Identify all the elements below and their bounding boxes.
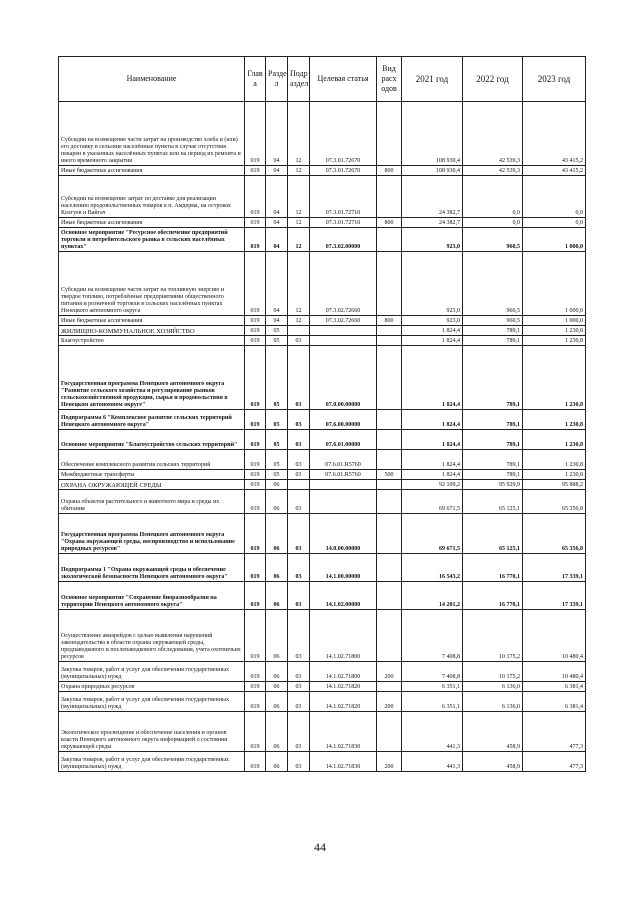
row-value-2023: 1 000,0 <box>523 316 586 326</box>
row-value-2021: 108 930,4 <box>402 166 463 176</box>
row-name: Закупка товаров, работ и услуг для обеспечения государственных (муниципальных) нужд <box>59 662 245 682</box>
budget-table-container <box>58 56 585 772</box>
row-expense-type <box>377 480 402 490</box>
row-glava: 019 <box>245 430 266 450</box>
header-glava: Глав а <box>245 57 266 102</box>
header-podrazdel: Подр аздел <box>288 57 310 102</box>
row-podrazdel: 12 <box>288 102 310 166</box>
row-value-2022: 95 929,9 <box>463 480 523 490</box>
row-podrazdel: 03 <box>288 410 310 430</box>
row-name: ОХРАНА ОКРУЖАЮЩЕЙ СРЕДЫ <box>59 480 245 490</box>
row-glava: 019 <box>245 490 266 514</box>
row-value-2023: 65 356,8 <box>523 514 586 554</box>
row-glava: 019 <box>245 470 266 480</box>
row-podrazdel: 12 <box>288 166 310 176</box>
row-value-2021: 1 824,4 <box>402 410 463 430</box>
row-value-2022: 789,1 <box>463 450 523 470</box>
row-value-2023: 1 230,8 <box>523 430 586 450</box>
row-value-2021: 1 824,4 <box>402 346 463 410</box>
row-glava: 019 <box>245 346 266 410</box>
row-value-2023: 477,3 <box>523 712 586 752</box>
row-razdel: 06 <box>266 682 288 692</box>
table-row <box>59 336 586 346</box>
row-expense-type <box>377 228 402 252</box>
row-glava: 019 <box>245 582 266 610</box>
row-target-article: 07.6.01.R5760 <box>310 450 377 470</box>
row-value-2021: 923,0 <box>402 252 463 316</box>
row-podrazdel: 03 <box>288 554 310 582</box>
row-name: Иные бюджетные ассигнования <box>59 316 245 326</box>
row-podrazdel: 03 <box>288 470 310 480</box>
row-name: Экологическое просвещение и обеспечение населения и органов власти Ненецкого автономного округа информацией о состоянии окружающей среды <box>59 712 245 752</box>
row-podrazdel: 03 <box>288 692 310 712</box>
row-expense-type <box>377 410 402 430</box>
row-value-2022: 0,0 <box>463 218 523 228</box>
row-target-article: 07.3.02.72660 <box>310 252 377 316</box>
row-value-2023: 0,0 <box>523 218 586 228</box>
row-value-2021: 923,0 <box>402 316 463 326</box>
row-value-2023: 43 415,2 <box>523 166 586 176</box>
row-target-article: 14.1.02.71830 <box>310 712 377 752</box>
row-razdel: 05 <box>266 410 288 430</box>
table-row <box>59 252 586 316</box>
row-name: Охрана природных ресурсов <box>59 682 245 692</box>
table-row <box>59 430 586 450</box>
row-razdel: 04 <box>266 218 288 228</box>
row-glava: 019 <box>245 326 266 336</box>
row-name: Подпрограмма 6 "Комплексное развитие сельских территорий Ненецкого автономного округа" <box>59 410 245 430</box>
row-podrazdel <box>288 326 310 336</box>
row-glava: 019 <box>245 682 266 692</box>
table-row <box>59 218 586 228</box>
row-value-2022: 960,5 <box>463 316 523 326</box>
row-glava: 019 <box>245 554 266 582</box>
row-value-2022: 789,1 <box>463 336 523 346</box>
row-expense-type <box>377 610 402 662</box>
row-target-article: 07.6.00.00000 <box>310 410 377 430</box>
row-podrazdel: 03 <box>288 752 310 772</box>
row-value-2021: 92 109,2 <box>402 480 463 490</box>
row-name: Государственная программа Ненецкого автономного округа "Охрана окружающей среды, воспроизводство и использование природных ресурсов" <box>59 514 245 554</box>
row-target-article: 14.1.02.71800 <box>310 662 377 682</box>
row-value-2021: 69 671,5 <box>402 490 463 514</box>
row-name: Обеспечение комплексного развития сельских территорий <box>59 450 245 470</box>
row-podrazdel: 03 <box>288 346 310 410</box>
table-row <box>59 490 586 514</box>
row-expense-type: 800 <box>377 218 402 228</box>
row-value-2023: 17 339,1 <box>523 554 586 582</box>
header-2022: 2022 год <box>463 57 523 102</box>
row-razdel: 06 <box>266 692 288 712</box>
row-podrazdel: 12 <box>288 218 310 228</box>
table-row <box>59 470 586 480</box>
row-podrazdel: 03 <box>288 682 310 692</box>
row-value-2022: 458,9 <box>463 712 523 752</box>
row-razdel: 06 <box>266 582 288 610</box>
row-expense-type <box>377 554 402 582</box>
row-glava: 019 <box>245 610 266 662</box>
row-target-article: 07.3.01.72670 <box>310 166 377 176</box>
row-razdel: 04 <box>266 166 288 176</box>
row-value-2021: 7 408,8 <box>402 662 463 682</box>
row-expense-type: 800 <box>377 166 402 176</box>
row-podrazdel: 03 <box>288 514 310 554</box>
row-glava: 019 <box>245 410 266 430</box>
row-value-2022: 42 539,3 <box>463 166 523 176</box>
row-target-article: 07.3.02.00000 <box>310 228 377 252</box>
row-name: Основное мероприятие "Сохранение биоразнообразия на территории Ненецкого автономного округа" <box>59 582 245 610</box>
row-expense-type <box>377 102 402 166</box>
table-row <box>59 346 586 410</box>
row-value-2023: 95 888,2 <box>523 480 586 490</box>
budget-table <box>58 56 586 772</box>
row-podrazdel: 03 <box>288 430 310 450</box>
table-row <box>59 316 586 326</box>
row-razdel: 04 <box>266 316 288 326</box>
row-expense-type <box>377 176 402 218</box>
row-expense-type <box>377 682 402 692</box>
row-target-article <box>310 336 377 346</box>
row-value-2022: 10 175,2 <box>463 662 523 682</box>
row-value-2021: 16 543,2 <box>402 554 463 582</box>
row-value-2022: 10 175,2 <box>463 610 523 662</box>
row-expense-type <box>377 336 402 346</box>
table-row <box>59 410 586 430</box>
row-name: Иные бюджетные ассигнования <box>59 166 245 176</box>
row-razdel: 05 <box>266 450 288 470</box>
row-razdel: 05 <box>266 326 288 336</box>
row-razdel: 06 <box>266 610 288 662</box>
header-2023: 2023 год <box>523 57 586 102</box>
header-expense-type: Вид расх одов <box>377 57 402 102</box>
row-value-2022: 789,1 <box>463 470 523 480</box>
row-name: Государственная программа Ненецкого автономного округа "Развитие сельского хозяйства и регулирование рынков сельскохозяйственной продукции, сырья и продовольствия в Ненецком автономном округе" <box>59 346 245 410</box>
row-razdel: 06 <box>266 752 288 772</box>
table-row <box>59 712 586 752</box>
row-value-2022: 16 770,1 <box>463 582 523 610</box>
row-value-2021: 1 824,4 <box>402 430 463 450</box>
table-row <box>59 480 586 490</box>
row-value-2021: 1 824,4 <box>402 326 463 336</box>
row-name: Субсидии на возмещение части затрат на производство хлеба и (или) его доставку в сельские населённые пункты в случае отсутствия пекарен в указанных населённых пунктах или на период их ремонта и иного временного закрытия <box>59 102 245 166</box>
row-value-2023: 1 000,0 <box>523 228 586 252</box>
row-value-2021: 1 824,4 <box>402 470 463 480</box>
row-glava: 019 <box>245 692 266 712</box>
row-expense-type <box>377 514 402 554</box>
row-value-2022: 789,1 <box>463 410 523 430</box>
row-target-article: 07.3.01.72710 <box>310 218 377 228</box>
table-row <box>59 582 586 610</box>
row-value-2022: 0,0 <box>463 176 523 218</box>
row-podrazdel: 03 <box>288 662 310 682</box>
row-name: Основное мероприятие "Благоустройство сельских территорий" <box>59 430 245 450</box>
row-target-article: 14.1.00.00000 <box>310 554 377 582</box>
row-value-2023: 10 480,4 <box>523 610 586 662</box>
row-value-2021: 69 671,5 <box>402 514 463 554</box>
row-target-article: 14.1.02.00000 <box>310 582 377 610</box>
row-podrazdel: 03 <box>288 336 310 346</box>
table-row <box>59 326 586 336</box>
table-row <box>59 662 586 682</box>
row-value-2022: 789,1 <box>463 326 523 336</box>
row-value-2022: 65 125,1 <box>463 514 523 554</box>
row-value-2023: 1 230,8 <box>523 450 586 470</box>
row-glava: 019 <box>245 514 266 554</box>
row-target-article: 14.1.02.71830 <box>310 752 377 772</box>
row-expense-type <box>377 712 402 752</box>
header-target-article: Целевая статья <box>310 57 377 102</box>
row-value-2022: 42 539,3 <box>463 102 523 166</box>
header-razdel: Разде л <box>266 57 288 102</box>
row-value-2023: 1 230,8 <box>523 336 586 346</box>
row-razdel: 05 <box>266 470 288 480</box>
row-razdel: 04 <box>266 228 288 252</box>
row-name: Закупка товаров, работ и услуг для обеспечения государственных (муниципальных) нужд <box>59 692 245 712</box>
row-razdel: 06 <box>266 712 288 752</box>
row-glava: 019 <box>245 336 266 346</box>
row-name: Подпрограмма 1 "Охрана окружающей среды и обеспечение экологической безопасности Ненецкого автономного округа" <box>59 554 245 582</box>
row-glava: 019 <box>245 228 266 252</box>
row-razdel: 06 <box>266 554 288 582</box>
row-value-2021: 6 351,1 <box>402 682 463 692</box>
row-name: ЖИЛИЩНО-КОММУНАЛЬНОЕ ХОЗЯЙСТВО <box>59 326 245 336</box>
row-target-article: 14.1.02.71820 <box>310 692 377 712</box>
row-value-2023: 1 230,8 <box>523 326 586 336</box>
row-value-2022: 789,1 <box>463 430 523 450</box>
row-expense-type <box>377 252 402 316</box>
row-name: Иные бюджетные ассигнования <box>59 218 245 228</box>
row-name: Субсидии на возмещение затрат по доставке для реализации населению продовольственных товаров в п. Амдерма, на островах Колгуев и Вайгач <box>59 176 245 218</box>
table-body <box>59 102 586 772</box>
row-glava: 019 <box>245 218 266 228</box>
row-target-article: 07.6.01.R5760 <box>310 470 377 480</box>
row-value-2021: 1 824,4 <box>402 336 463 346</box>
row-razdel: 06 <box>266 490 288 514</box>
row-target-article: 07.3.01.72670 <box>310 102 377 166</box>
row-value-2022: 960,5 <box>463 228 523 252</box>
row-expense-type: 200 <box>377 662 402 682</box>
row-glava: 019 <box>245 450 266 470</box>
row-value-2022: 16 770,1 <box>463 554 523 582</box>
row-value-2021: 6 351,1 <box>402 692 463 712</box>
row-podrazdel <box>288 480 310 490</box>
row-razdel: 06 <box>266 480 288 490</box>
row-value-2023: 10 480,4 <box>523 662 586 682</box>
row-value-2021: 1 824,4 <box>402 450 463 470</box>
table-row <box>59 682 586 692</box>
row-value-2021: 441,3 <box>402 712 463 752</box>
row-name: Субсидии на возмещение части затрат на топливную энергию и твердое топливо, потреблённые предприятиями общественного питания и розничной торговли в сельских населённых пунктах Ненецкого автономного округа <box>59 252 245 316</box>
row-glava: 019 <box>245 252 266 316</box>
row-value-2022: 65 125,1 <box>463 490 523 514</box>
table-row <box>59 554 586 582</box>
row-value-2021: 108 930,4 <box>402 102 463 166</box>
row-glava: 019 <box>245 166 266 176</box>
table-row <box>59 166 586 176</box>
row-target-article: 07.3.01.72710 <box>310 176 377 218</box>
row-target-article: 14.0.00.00000 <box>310 514 377 554</box>
row-value-2021: 14 201,2 <box>402 582 463 610</box>
row-name: Межбюджетные трансферты <box>59 470 245 480</box>
row-glava: 019 <box>245 480 266 490</box>
row-value-2021: 7 408,8 <box>402 610 463 662</box>
row-value-2023: 6 381,4 <box>523 682 586 692</box>
row-razdel: 06 <box>266 514 288 554</box>
row-target-article: 14.1.02.71800 <box>310 610 377 662</box>
row-expense-type: 200 <box>377 692 402 712</box>
row-target-article: 14.1.02.71820 <box>310 682 377 692</box>
row-expense-type: 200 <box>377 752 402 772</box>
row-value-2023: 477,3 <box>523 752 586 772</box>
row-razdel: 05 <box>266 346 288 410</box>
row-value-2023: 1 230,8 <box>523 346 586 410</box>
row-value-2023: 43 415,2 <box>523 102 586 166</box>
row-target-article: 07.6.01.00000 <box>310 430 377 450</box>
row-razdel: 04 <box>266 102 288 166</box>
row-podrazdel: 03 <box>288 610 310 662</box>
row-podrazdel: 12 <box>288 228 310 252</box>
row-target-article <box>310 480 377 490</box>
row-value-2023: 1 230,8 <box>523 470 586 480</box>
row-podrazdel: 03 <box>288 712 310 752</box>
row-razdel: 04 <box>266 252 288 316</box>
row-target-article: 07.3.02.72660 <box>310 316 377 326</box>
row-expense-type <box>377 450 402 470</box>
row-target-article: 07.0.00.00000 <box>310 346 377 410</box>
row-name: Основное мероприятие "Ресурсное обеспечение предприятий торговли и потребительского рынка в сельских населённых пунктах" <box>59 228 245 252</box>
header-2021: 2021 год <box>402 57 463 102</box>
row-glava: 019 <box>245 176 266 218</box>
row-expense-type: 500 <box>377 470 402 480</box>
row-value-2021: 24 382,7 <box>402 176 463 218</box>
table-row <box>59 176 586 218</box>
row-podrazdel: 12 <box>288 252 310 316</box>
table-row <box>59 692 586 712</box>
row-target-article <box>310 490 377 514</box>
row-glava: 019 <box>245 662 266 682</box>
row-value-2022: 458,9 <box>463 752 523 772</box>
row-value-2022: 960,5 <box>463 252 523 316</box>
row-expense-type <box>377 582 402 610</box>
row-value-2023: 1 230,8 <box>523 410 586 430</box>
row-value-2021: 441,3 <box>402 752 463 772</box>
row-value-2023: 1 000,0 <box>523 252 586 316</box>
table-row <box>59 514 586 554</box>
row-glava: 019 <box>245 316 266 326</box>
row-glava: 019 <box>245 712 266 752</box>
row-podrazdel: 12 <box>288 316 310 326</box>
row-podrazdel: 03 <box>288 582 310 610</box>
table-row <box>59 610 586 662</box>
row-expense-type <box>377 490 402 514</box>
table-row <box>59 102 586 166</box>
row-podrazdel: 12 <box>288 176 310 218</box>
row-value-2022: 789,1 <box>463 346 523 410</box>
row-expense-type <box>377 326 402 336</box>
row-name: Охрана объектов растительного и животного мира и среды их обитания <box>59 490 245 514</box>
table-row <box>59 752 586 772</box>
row-value-2022: 6 136,0 <box>463 692 523 712</box>
row-name: Осуществление авиарейдов с целью выявления нарушений законодательства в области охраны окружающей среды, предпаводкового и послепаводкового обследования, учета охотничьих ресурсов <box>59 610 245 662</box>
table-row <box>59 228 586 252</box>
row-razdel: 05 <box>266 336 288 346</box>
row-razdel: 04 <box>266 176 288 218</box>
row-expense-type: 800 <box>377 316 402 326</box>
table-header-row <box>59 57 586 102</box>
row-value-2021: 923,0 <box>402 228 463 252</box>
row-razdel: 05 <box>266 430 288 450</box>
row-name: Закупка товаров, работ и услуг для обеспечения государственных (муниципальных) нужд <box>59 752 245 772</box>
row-target-article <box>310 326 377 336</box>
table-row <box>59 450 586 470</box>
row-expense-type <box>377 346 402 410</box>
row-glava: 019 <box>245 102 266 166</box>
row-value-2022: 6 136,0 <box>463 682 523 692</box>
row-value-2023: 0,0 <box>523 176 586 218</box>
row-podrazdel: 03 <box>288 490 310 514</box>
row-name: Благоустройство <box>59 336 245 346</box>
row-razdel: 06 <box>266 662 288 682</box>
row-value-2023: 17 339,1 <box>523 582 586 610</box>
row-value-2021: 24 382,7 <box>402 218 463 228</box>
row-value-2023: 6 381,4 <box>523 692 586 712</box>
row-expense-type <box>377 430 402 450</box>
header-name: Наименование <box>59 57 245 102</box>
row-glava: 019 <box>245 752 266 772</box>
row-podrazdel: 03 <box>288 450 310 470</box>
page-number: 44 <box>314 840 326 854</box>
row-value-2023: 65 356,8 <box>523 490 586 514</box>
